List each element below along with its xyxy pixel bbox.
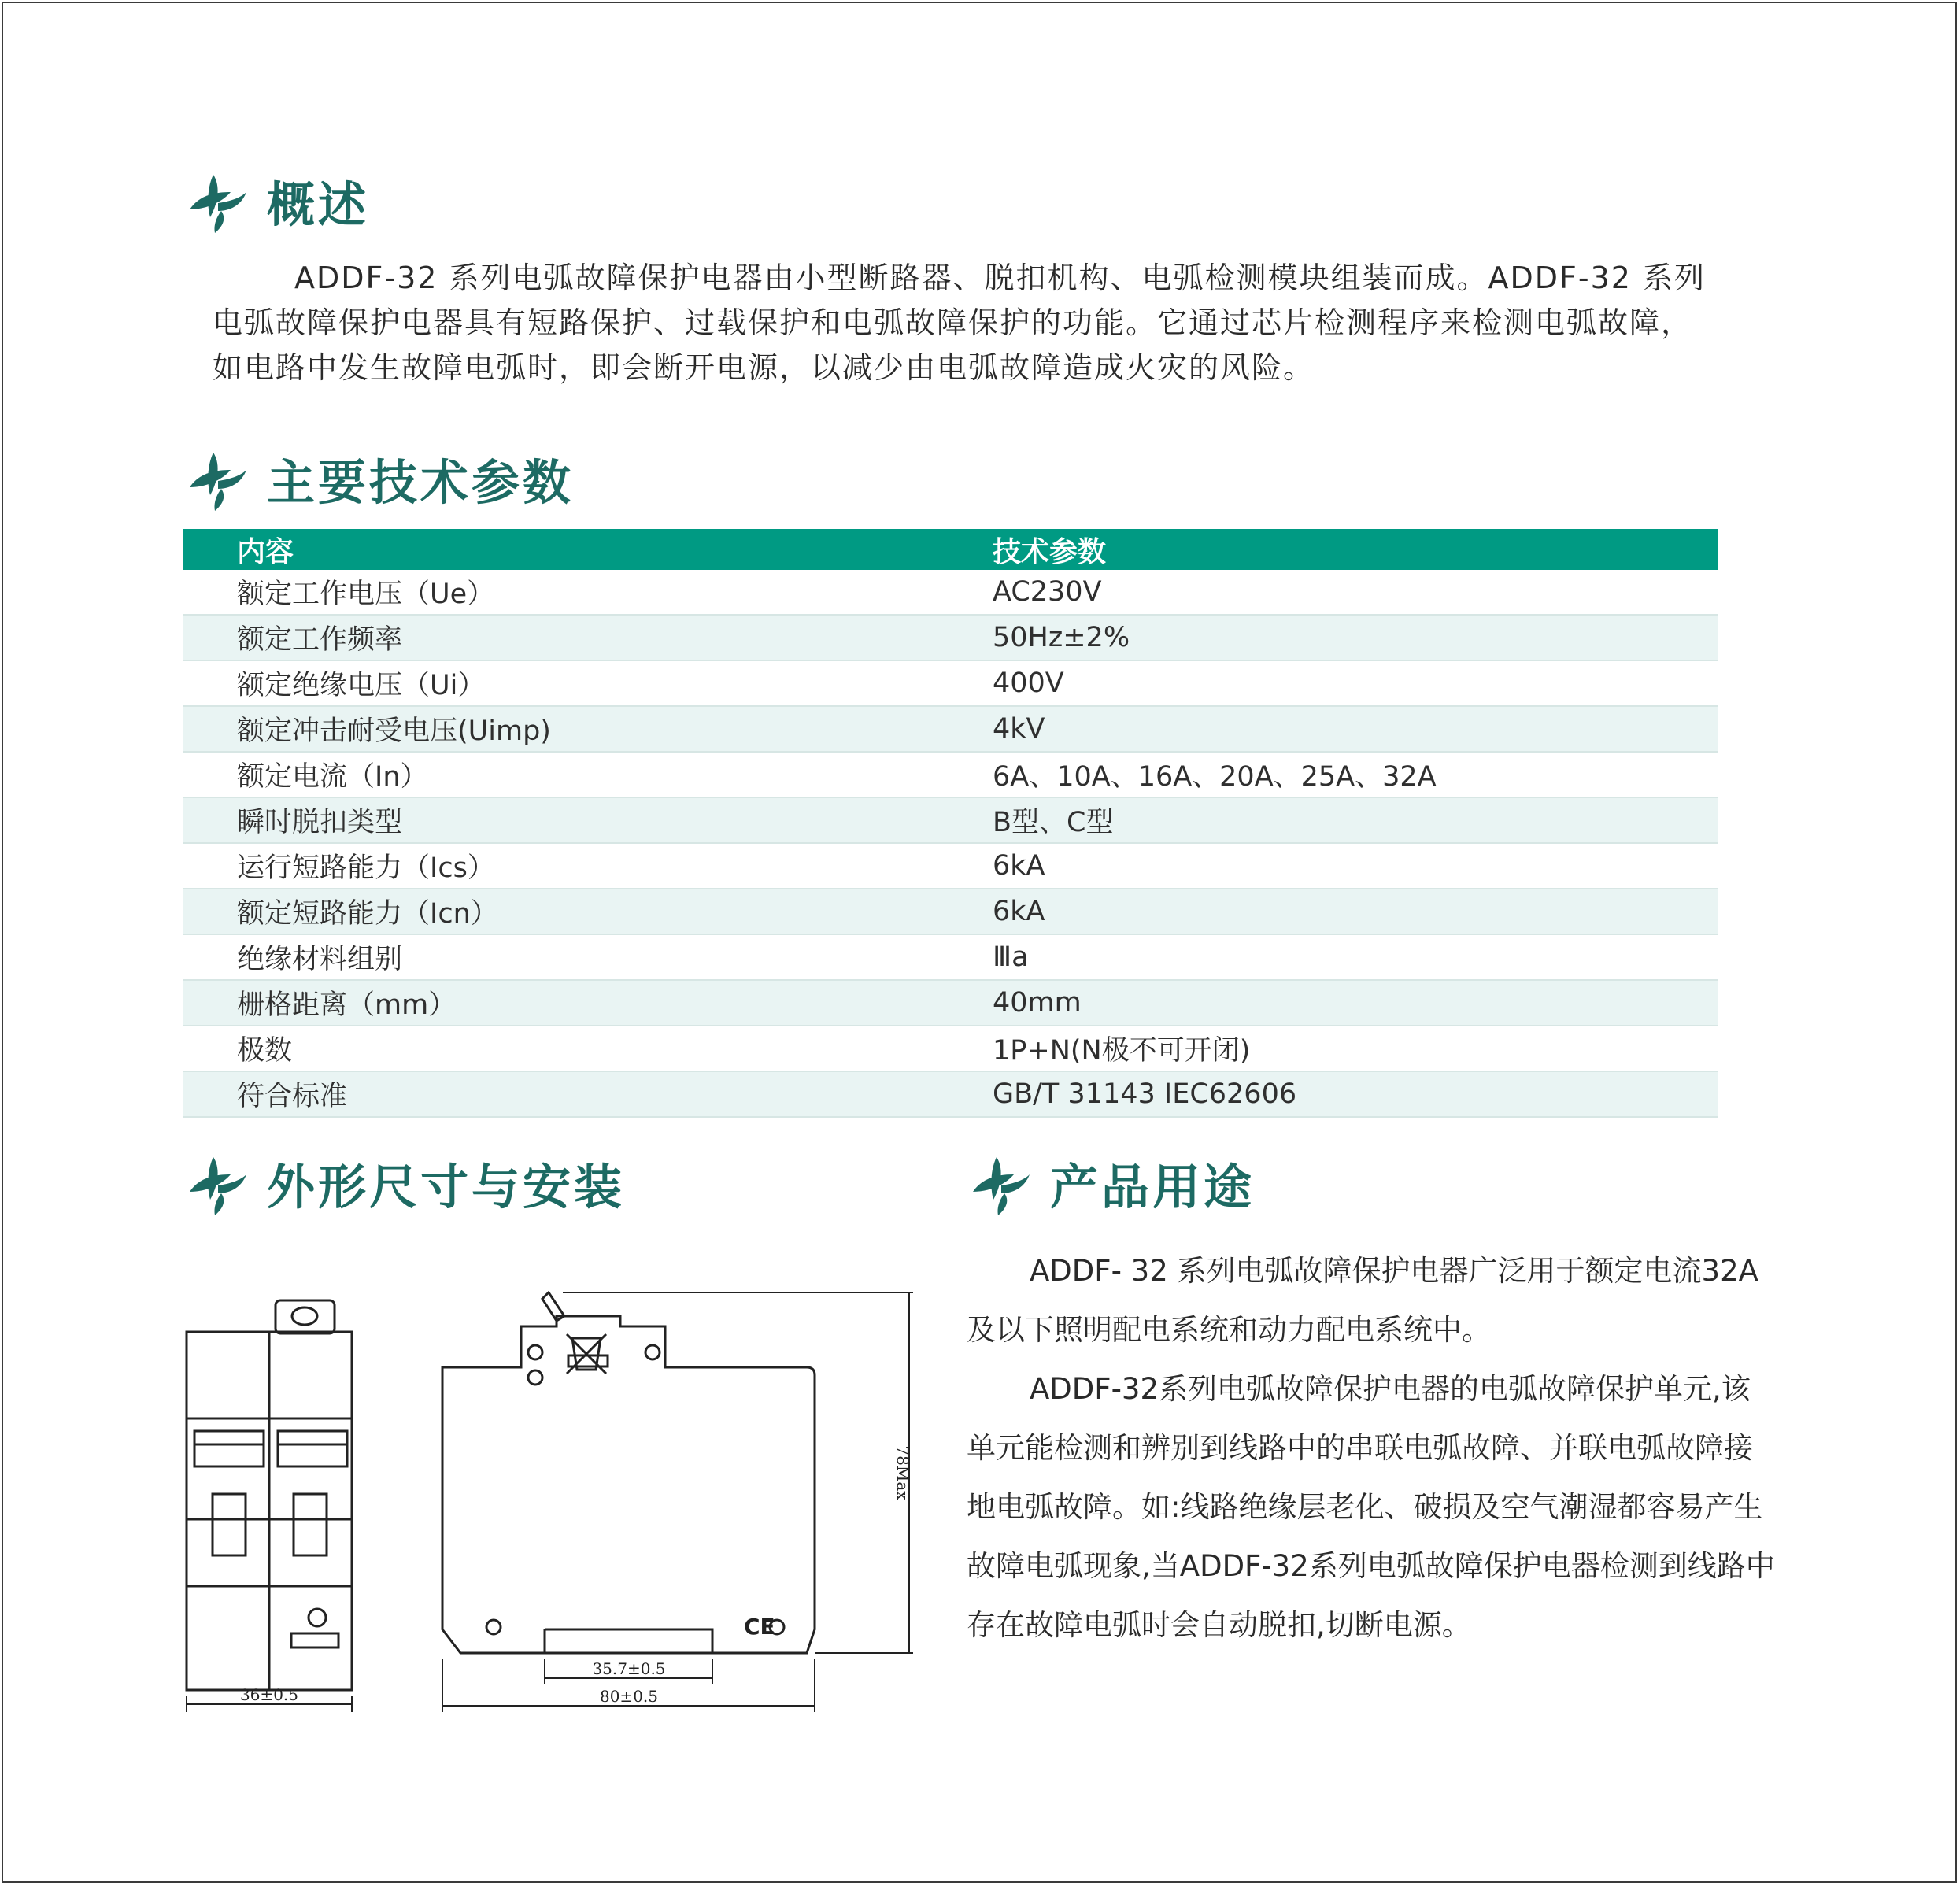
rail-width-label: 35.7±0.5: [592, 1659, 666, 1678]
usage-line: ADDF- 32 系列电弧故障保护电器广泛用于额定电流32A: [1030, 1254, 1758, 1288]
table-row: [183, 706, 1718, 752]
row-value: 6A、10A、16A、20A、25A、32A: [993, 752, 1718, 797]
table-row: [183, 1026, 1718, 1071]
front-handle: [276, 1300, 335, 1333]
row-value: 4kV: [993, 706, 1718, 752]
side-view: [442, 1292, 815, 1653]
overview-line: 电弧故障保护电器具有短路保护、过载保护和电弧故障保护的功能。它通过芯片检测程序来检测电弧故障，: [213, 305, 1693, 340]
overview-line: ADDF-32 系列电弧故障保护电器由小型断路器、脱扣机构、电弧检测模块组装而成。ADDF-32 系列: [294, 261, 1707, 295]
spec-table: [183, 529, 1718, 1118]
dimensions-heading: [183, 1149, 625, 1218]
table-row: [183, 889, 1718, 934]
row-item: 额定电流（In）: [183, 752, 993, 797]
table-row: [183, 934, 1718, 980]
overview-title: 概述: [267, 177, 370, 233]
dimensions-title: 外形尺寸与安装: [267, 1159, 626, 1215]
row-item: 栅格距离（mm）: [183, 980, 993, 1026]
row-value: GB/T 31143 IEC62606: [993, 1071, 1718, 1117]
usage-line: 地电弧故障。如:线路绝缘层老化、破损及空气潮湿都容易产生: [967, 1490, 1763, 1524]
row-value: 50Hz±2%: [993, 615, 1718, 660]
row-item: 额定工作电压（Ue）: [183, 570, 993, 615]
side-width-label: 80±0.5: [599, 1687, 659, 1706]
row-item: 运行短路能力（Ics）: [183, 843, 993, 889]
row-value: 6kA: [993, 843, 1718, 889]
usage-title: 产品用途: [1050, 1159, 1256, 1215]
row-value: 40mm: [993, 980, 1718, 1026]
row-item: 额定绝缘电压（Ui）: [183, 660, 993, 706]
brand-leaf-icon: [183, 168, 250, 235]
row-value: B型、C型: [993, 797, 1718, 843]
header-item: 内容: [183, 529, 993, 570]
front-view: [187, 1300, 352, 1690]
table-row: [183, 570, 1718, 615]
dimension-lines: [187, 1292, 913, 1712]
usage-paragraph: [967, 1241, 1801, 1655]
row-value: 1P+N(N极不可开闭): [993, 1026, 1718, 1071]
usage-line: 存在故障电弧时会自动脱扣,切断电源。: [967, 1608, 1471, 1642]
usage-heading: [967, 1149, 1255, 1218]
side-body: [442, 1316, 815, 1653]
row-item: 额定冲击耐受电压(Uimp): [183, 706, 993, 752]
table-row: [183, 980, 1718, 1026]
row-item: 瞬时脱扣类型: [183, 797, 993, 843]
dimension-drawing: [177, 1283, 933, 1724]
overview-line: 如电路中发生故障电弧时，即会断开电源，以减少由电弧故障造成火灾的风险。: [213, 350, 1315, 385]
table-row: [183, 843, 1718, 889]
table-row: [183, 615, 1718, 660]
brand-leaf-icon: [183, 446, 250, 512]
table-row: [183, 660, 1718, 706]
ce-mark-icon: CE: [744, 1614, 775, 1640]
usage-line: 及以下照明配电系统和动力配电系统中。: [967, 1313, 1491, 1347]
specs-title: 主要技术参数: [267, 455, 575, 511]
table-row: [183, 752, 1718, 797]
header-value: 技术参数: [993, 529, 1718, 570]
row-item: 额定工作频率: [183, 615, 993, 660]
row-item: 绝缘材料组别: [183, 934, 993, 980]
table-header-row: [183, 529, 1718, 570]
overview-paragraph: [213, 256, 1724, 390]
usage-line: 单元能检测和辨别到线路中的串联电弧故障、并联电弧故障接: [967, 1431, 1753, 1465]
row-value: 6kA: [993, 889, 1718, 934]
row-item: 符合标准: [183, 1071, 993, 1117]
usage-line: ADDF-32系列电弧故障保护电器的电弧故障保护单元,该: [1030, 1372, 1751, 1406]
table-row: [183, 797, 1718, 843]
row-value: AC230V: [993, 570, 1718, 615]
row-item: 额定短路能力（Icn）: [183, 889, 993, 934]
row-item: 极数: [183, 1026, 993, 1071]
row-value: 400V: [993, 660, 1718, 706]
overview-heading: [183, 167, 369, 235]
height-label: 78Max: [893, 1445, 912, 1500]
usage-line: 故障电弧现象,当ADDF-32系列电弧故障保护电器检测到线路中: [967, 1549, 1775, 1583]
row-value: Ⅲa: [993, 934, 1718, 980]
brand-leaf-icon: [183, 1151, 250, 1217]
specs-heading: [183, 445, 574, 513]
table-row: [183, 1071, 1718, 1117]
front-width-label: 36±0.5: [239, 1685, 299, 1704]
brand-leaf-icon: [967, 1151, 1033, 1217]
